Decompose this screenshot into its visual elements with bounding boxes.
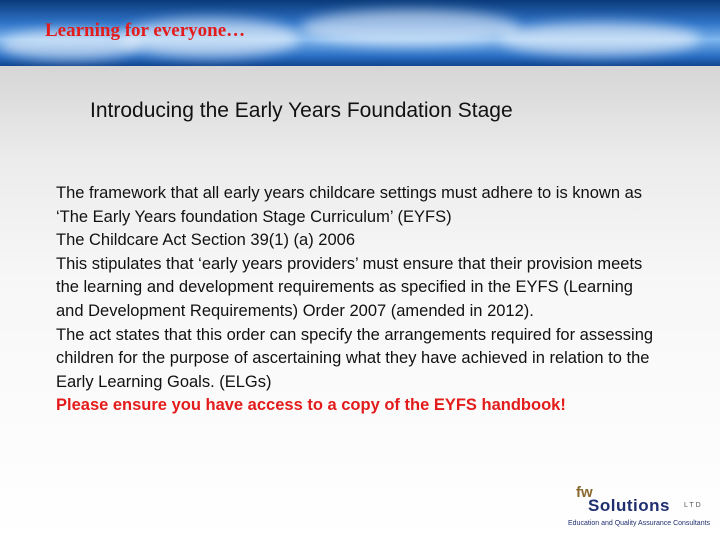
slide-title: Introducing the Early Years Foundation Stage (90, 99, 513, 122)
body-paragraph: The framework that all early years childcare settings must adhere to is known as ‘The Early Years foundation Stage Curriculum’ (EYFS) (56, 184, 643, 226)
logo-tagline: Education and Quality Assurance Consultants (568, 520, 711, 527)
logo-name: Solutions (588, 496, 670, 515)
header-title: Learning for everyone… (45, 20, 246, 41)
company-logo (566, 486, 712, 534)
body-paragraph: The Childcare Act Section 39(1) (a) 2006 (56, 231, 355, 250)
logo-suffix: LTD (684, 502, 703, 509)
header-banner (0, 0, 720, 66)
logo-fw: fw (576, 484, 593, 501)
slide-body (56, 182, 656, 418)
body-paragraph: The act states that this order can specify the arrangements required for assessing children for the purpose of ascertaining what they have achieved in relation to the Early Learning Goals. (ELGs) (56, 325, 654, 391)
body-paragraph: This stipulates that ‘early years providers’ must ensure that their provision meets the learning and development requirements as specified in the EYFS (Learning and Development Requirements) Order 2007 (amended in 2012). (56, 254, 643, 320)
handbook-notice: Please ensure you have access to a copy of the EYFS handbook! (56, 396, 566, 415)
